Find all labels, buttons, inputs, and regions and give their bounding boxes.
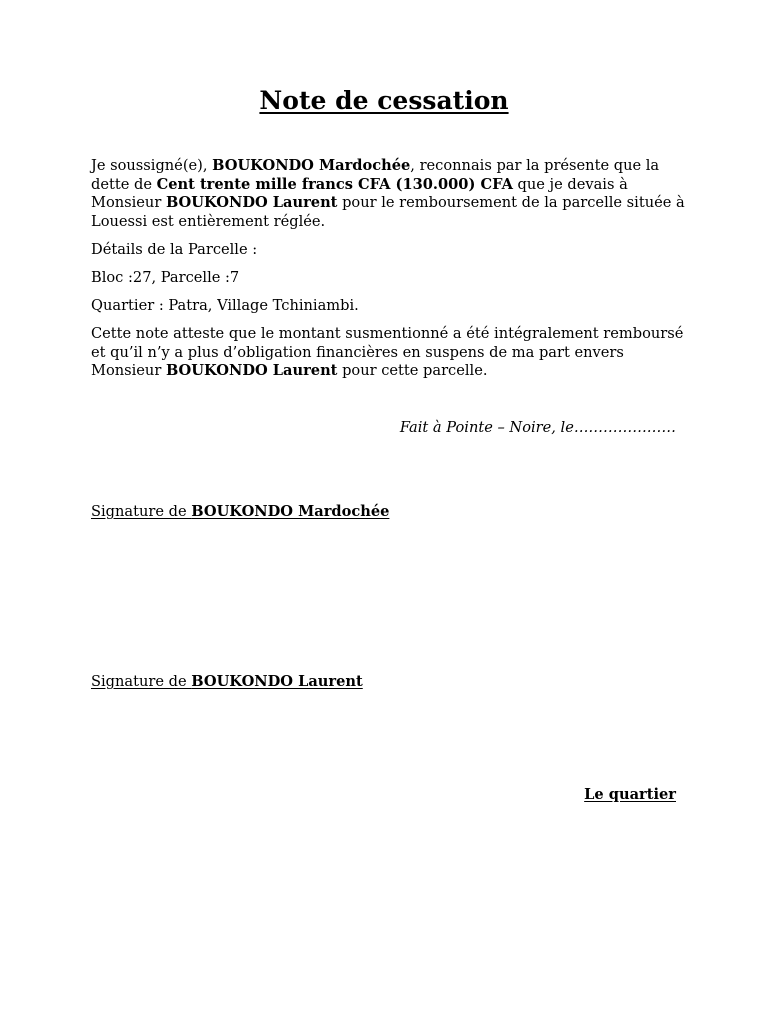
creditor-name: BOUKONDO Laurent — [165, 362, 338, 379]
intro-paragraph: Je soussigné(e), BOUKONDO Mardochée, reconnais par la présente que la dette de Cent trente mille francs CFA (130.000) CFA que je devais à Monsieur BOUKONDO Laurent pour le remboursement de la parcelle située à Louessi est entièrement réglée. — [91, 157, 685, 230]
signature-debtor: Signature de BOUKONDO Mardochée — [91, 503, 390, 520]
debtor-name: BOUKONDO Mardochée — [212, 157, 411, 174]
attestation-paragraph: Cette note atteste que le montant susmentionné a été intégralement remboursé et qu’il n’y a plus d’obligation financières en suspens de ma part envers Monsieur BOUKONDO Laurent pour cette parcelle. — [91, 325, 684, 379]
document-title: Note de cessation — [259, 86, 509, 115]
place-date-line: Fait à Pointe – Noire, le………………… — [399, 419, 676, 436]
details-heading: Détails de la Parcelle : — [91, 241, 258, 258]
debt-amount: Cent trente mille francs CFA (130.000) CFA — [156, 175, 513, 193]
quartier-line: Quartier : Patra, Village Tchiniambi. — [91, 297, 359, 314]
signature-creditor: Signature de BOUKONDO Laurent — [91, 673, 363, 690]
bloc-parcelle-line: Bloc :27, Parcelle :7 — [91, 269, 240, 286]
creditor-name: BOUKONDO Laurent — [165, 194, 338, 211]
quartier-signature: Le quartier — [584, 786, 676, 803]
